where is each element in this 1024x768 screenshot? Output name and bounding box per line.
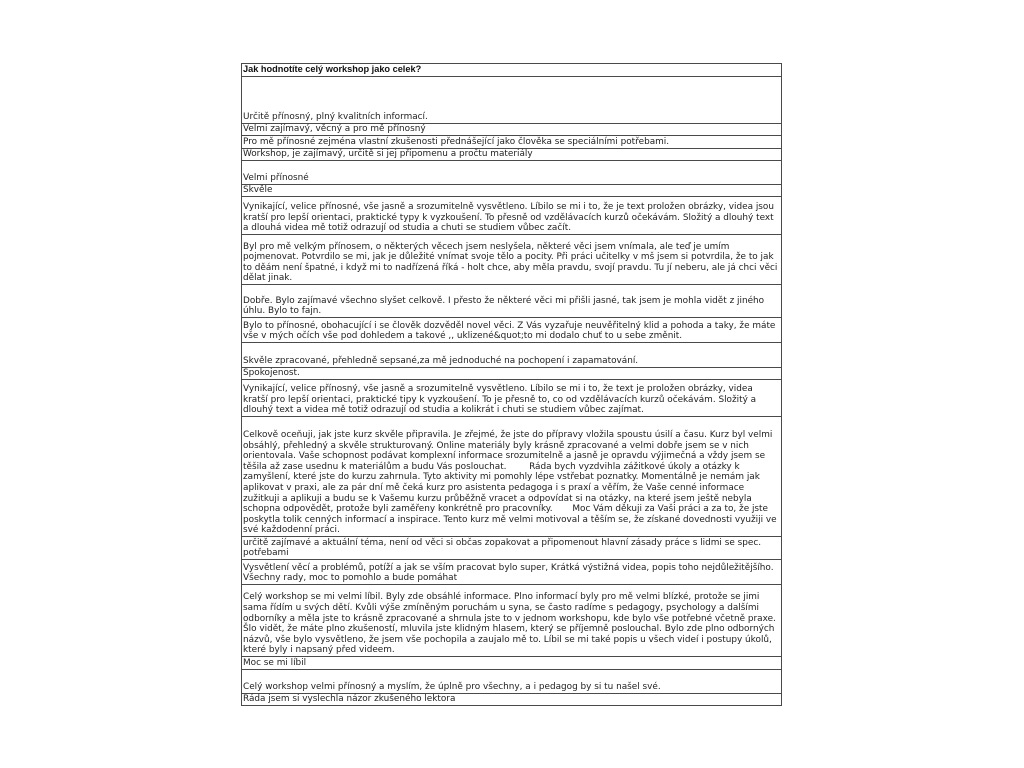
table-row (242, 537, 782, 560)
answer-cell: Vysvětlení věcí a problémů, potíží a jak se vším pracovat bylo super, Krátká výstižná videa, popis toho nejdůležitějšího. Všechny rady, moc to pomohlo a bude pomáhat (242, 560, 782, 585)
answer-cell: Celkově oceňuji, jak jste kurz skvěle připravila. Je zřejmé, že jste do přípravy vložila spoustu úsilí a času. Kurz byl velmi obsáhlý, přehledný a skvěle strukturovaný. Online materiály byly krásně zpracované a velmi dobře jsem se v nich orientovala. Vaše schopnost podávat komplexní informace srozumitelně a jasně je opravdu výjimečná a vždy jsem se těšila až zase usednu k materiálům a budu Vás poslouchat. Ráda bych vyzdvihla zážitkové úkoly a otázky k zamyšlení, které jste do kurzu zahrnula. Tyto aktivity mi pomohly lépe vstřebat poznatky. Momentálně je nemám jak aplikovat v praxi, ale za pár dní mě čeká kurz pro asistenta pedagoga i s praxí a věřím, že Vaše cenné informace zužitkuji a aplikuji a budu se k Vašemu kurzu průběžně vracet a odpovídat si na otázky, na které jsem ještě nebyla schopna odpovědět, protože byli zaměřeny konkrétně pro pracovníky. Moc Vám děkuji za Vaši práci a za to, že jste poskytla tolik cenných informací a inspirace. Tento kurz mě velmi motivoval a těším se, že získané dovednosti využiji ve své každodenní práci. (242, 417, 782, 537)
answer-cell: určitě zajímavé a aktuální téma, není od věci si občas zopakovat a připomenout hlavní zásady práce s lidmi se spec. potřebami (242, 537, 782, 560)
table-row (242, 197, 782, 235)
answer-cell: Dobře. Bylo zajímavé všechno slyšet celkově. I přesto že některé věci mi přišli jasné, tak jsem je mohla vidět z jiného úhlu. Bylo to fajn. (242, 285, 782, 318)
answer-cell: Moc se mi líbil (242, 657, 782, 670)
table-row (242, 694, 782, 706)
table-row (242, 124, 782, 136)
table-row (242, 417, 782, 537)
table-row (242, 560, 782, 585)
table-row (242, 368, 782, 380)
table-row (242, 318, 782, 343)
answer-cell: Vynikající, velice přínosné, vše jasně a srozumitelně vysvětleno. Líbilo se mi i to, že je text proložen obrázky, videa jsou kratší pro lepší orientaci, praktické typy k vyzkoušení. To přesně od vzdělávacích kurzů očekávám. Složitý a dlouhý text a dlouhá videa mě totiž odrazují od studia a chuti se studiem vůbec začít. (242, 197, 782, 235)
answer-cell: Byl pro mě velkým přínosem, o některých věcech jsem neslyšela, některé věci jsem vnímala, ale teď je umím pojmenovat. Potvrdilo se mi, jak je důležité vnímat svoje tělo a pocity. Při práci učitelky v mš jsem si potvrdila, že to jak to děám není špatné, i když mi to nadřízená říká - holt chce, aby měla pravdu, svojí pravdu. Tu jí neberu, ale já chci věci dělat jinak. (242, 235, 782, 285)
answer-cell: Workshop, je zajímavý, určitě si jej připomenu a pročtu materiály (242, 149, 782, 161)
answer-cell: Celý workshop se mi velmi líbil. Byly zde obsáhlé informace. Plno informací byly pro mě velmi blízké, protože se jimi sama řídím u svých dětí. Kvůli výše zmíněným poruchám u syna, se často radíme s pedagogy, psychology a dalšími odborníky a měla jste to krásně zpracované a shrnula jste to v jednom workshopu, kde bylo vše potřebné včetně praxe. Šlo vidět, že máte plno zkušeností, mluvila jste klidným hlasem, který se příjemně poslouchal. Bylo zde plno odborných názvů, vše bylo vysvětleno, že jsem vše pochopila a zaujalo mě to. Líbil se mi také popis u všech videí i postupy úkolů, které byly i napsaný před videem. (242, 585, 782, 657)
table-row (242, 670, 782, 694)
table-row (242, 343, 782, 368)
question-header: Jak hodnotíte celý workshop jako celek? (242, 64, 782, 77)
table-row (242, 185, 782, 197)
answer-cell: Určitě přínosný, plný kvalitních informací. (242, 77, 782, 124)
survey-responses-table (241, 63, 782, 706)
answer-cell: Skvěle zpracované, přehledně sepsané,za mě jednoduché na pochopení i zapamatování. (242, 343, 782, 368)
table-row (242, 585, 782, 657)
answer-cell: Bylo to přínosné, obohacující i se člověk dozvěděl novel věci. Z Vás vyzařuje neuvěřitelný klid a pohoda a taky, že máte vše v mých očích vše pod dohledem a takové ,, uklizené&quot;to mi dodalo chuť to u sebe změnit. (242, 318, 782, 343)
answer-cell: Celý workshop velmi přínosný a myslím, že úplně pro všechny, a i pedagog by si tu našel své. (242, 670, 782, 694)
answer-cell: Spokojenost. (242, 368, 782, 380)
answer-cell: Vynikající, velice přínosný, vše jasně a srozumitelně vysvětleno. Líbilo se mi i to, že text je proložen obrázky, videa kratší pro lepší orientaci, praktické tipy k vyzkoušení. To je přesně to, co od vzdělávacích kurzů očekávám. Složitý a dlouhý text a videa mě totiž odrazují od studia a kolikrát i chuti se studiem vůbec zajímat. (242, 380, 782, 417)
table-row (242, 136, 782, 149)
table-row (242, 380, 782, 417)
table-row (242, 657, 782, 670)
header-row (242, 64, 782, 77)
answer-cell: Ráda jsem si vyslechla názor zkušeného lektora (242, 694, 782, 706)
table-row (242, 285, 782, 318)
answer-cell: Velmi zajímavý, věcný a pro mě přínosný (242, 124, 782, 136)
table-row (242, 149, 782, 161)
answer-cell: Pro mě přínosné zejména vlastní zkušenosti přednášející jako člověka se speciálními potřebami. (242, 136, 782, 149)
table-row (242, 161, 782, 185)
answer-cell: Skvěle (242, 185, 782, 197)
table-row (242, 235, 782, 285)
table-row (242, 77, 782, 124)
answer-cell: Velmi přínosné (242, 161, 782, 185)
